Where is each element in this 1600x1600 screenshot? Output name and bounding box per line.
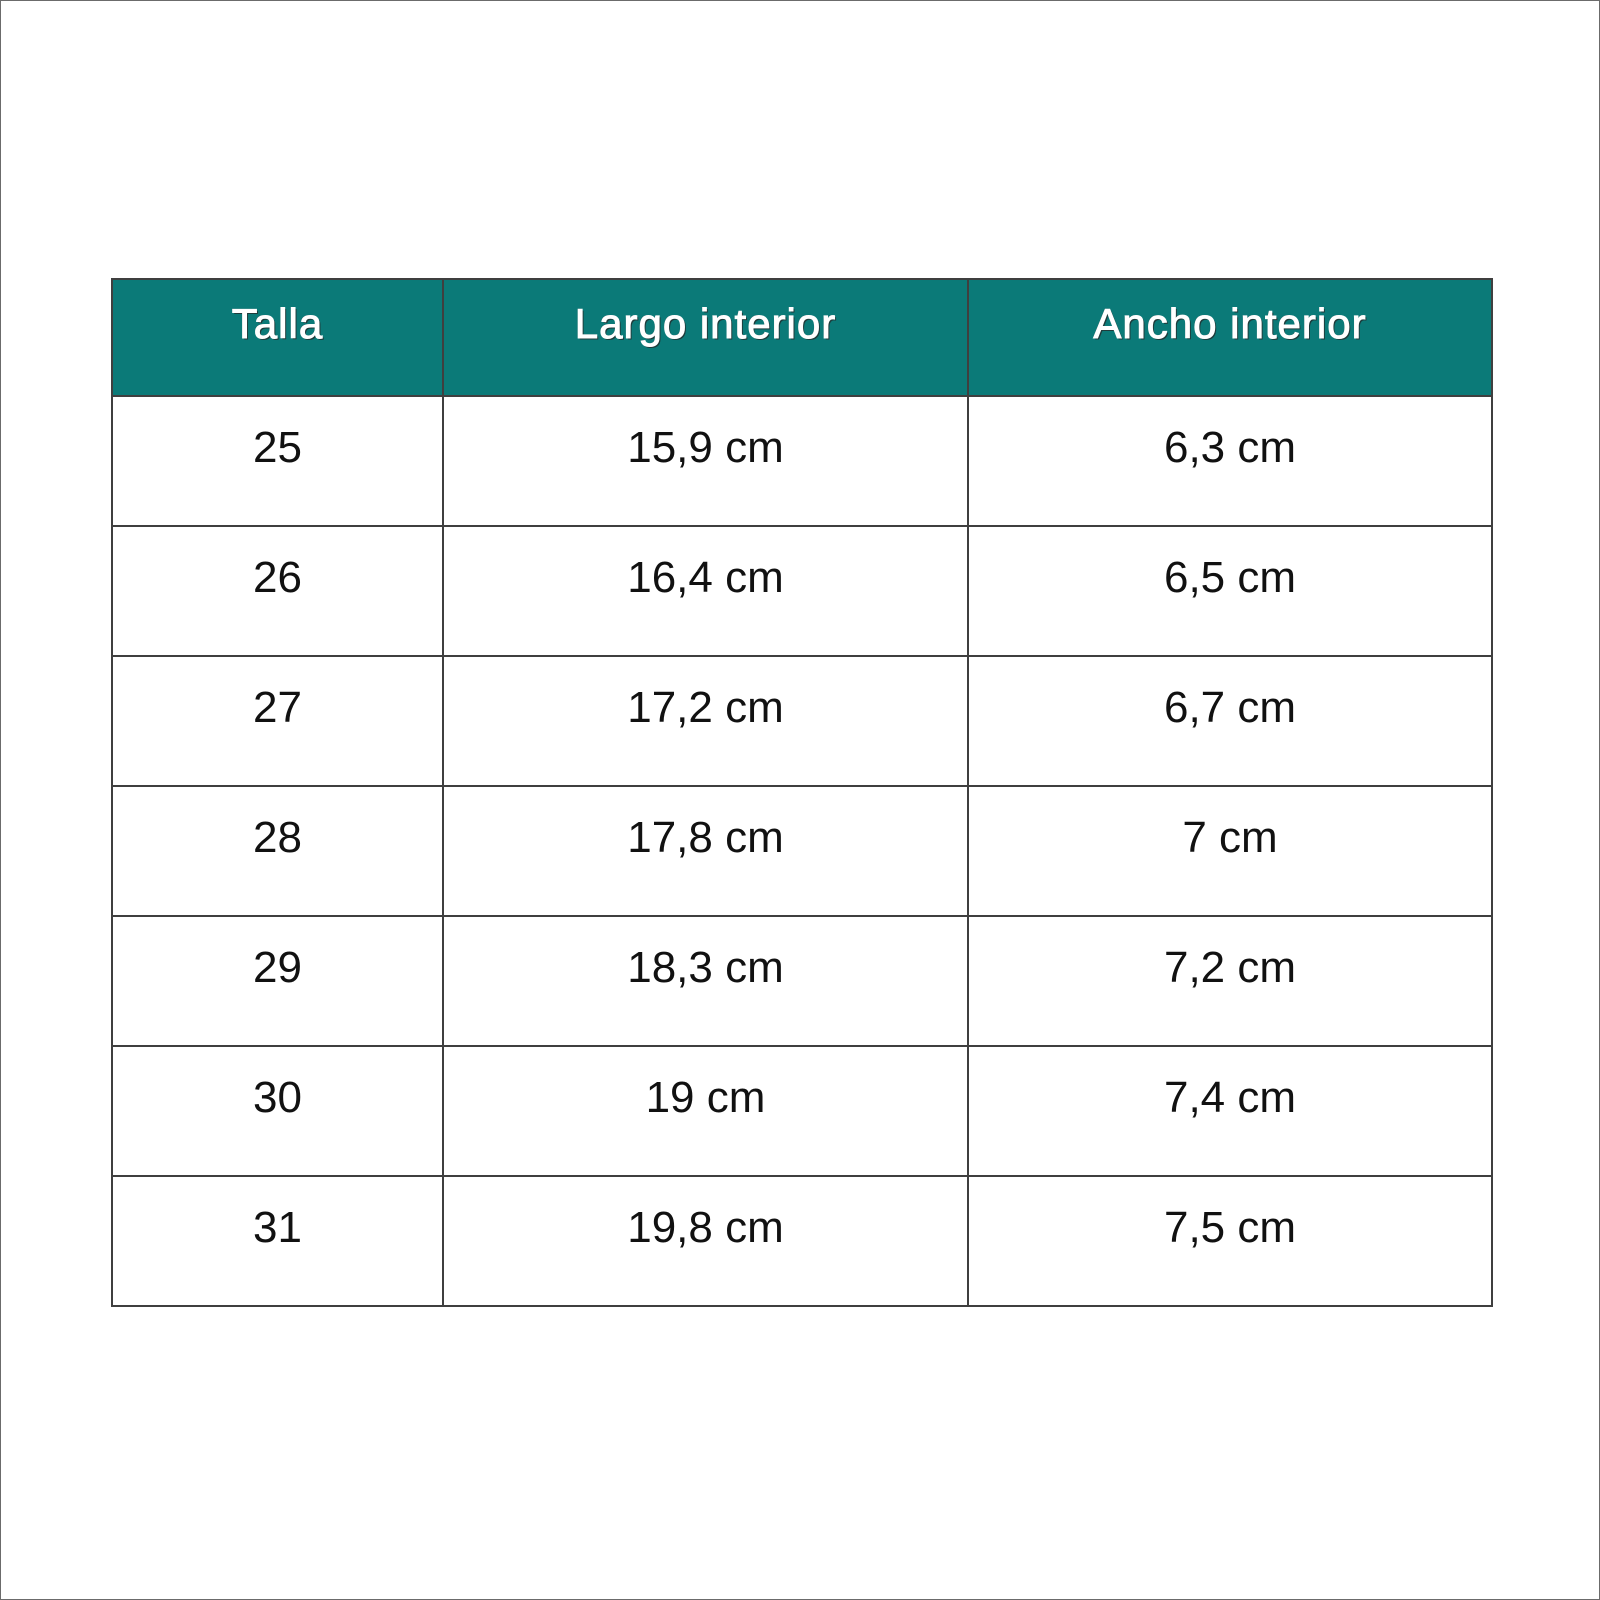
table-row xyxy=(112,656,1492,786)
header-ancho-interior: Ancho interior xyxy=(968,279,1492,396)
cell-largo: 16,4 cm xyxy=(443,526,968,656)
header-row xyxy=(112,279,1492,396)
table-row xyxy=(112,526,1492,656)
cell-largo: 15,9 cm xyxy=(443,396,968,526)
cell-talla: 28 xyxy=(112,786,443,916)
cell-ancho: 6,7 cm xyxy=(968,656,1492,786)
cell-ancho: 6,5 cm xyxy=(968,526,1492,656)
table-row xyxy=(112,1046,1492,1176)
table-row xyxy=(112,1176,1492,1306)
table-row xyxy=(112,786,1492,916)
cell-ancho: 7,4 cm xyxy=(968,1046,1492,1176)
cell-largo: 19,8 cm xyxy=(443,1176,968,1306)
cell-largo: 19 cm xyxy=(443,1046,968,1176)
header-talla: Talla xyxy=(112,279,443,396)
cell-talla: 26 xyxy=(112,526,443,656)
size-chart-table xyxy=(111,278,1493,1307)
cell-talla: 27 xyxy=(112,656,443,786)
cell-largo: 17,8 cm xyxy=(443,786,968,916)
cell-ancho: 7,5 cm xyxy=(968,1176,1492,1306)
cell-talla: 31 xyxy=(112,1176,443,1306)
cell-largo: 17,2 cm xyxy=(443,656,968,786)
cell-ancho: 7,2 cm xyxy=(968,916,1492,1046)
cell-talla: 29 xyxy=(112,916,443,1046)
cell-talla: 30 xyxy=(112,1046,443,1176)
cell-ancho: 7 cm xyxy=(968,786,1492,916)
header-largo-interior: Largo interior xyxy=(443,279,968,396)
table-row xyxy=(112,916,1492,1046)
cell-talla: 25 xyxy=(112,396,443,526)
cell-ancho: 6,3 cm xyxy=(968,396,1492,526)
table-row xyxy=(112,396,1492,526)
table-header xyxy=(112,279,1492,396)
cell-largo: 18,3 cm xyxy=(443,916,968,1046)
table-body xyxy=(112,396,1492,1306)
